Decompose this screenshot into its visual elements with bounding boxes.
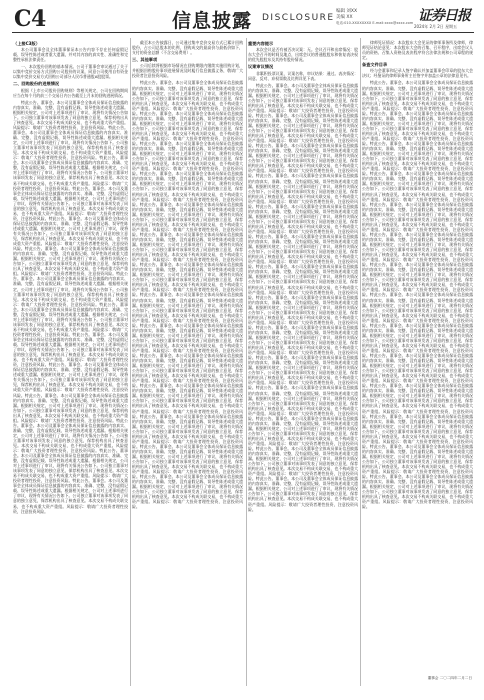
body-text-continuation: 特此公告。董事会。本公司及董事会全体成员保证信息披露的内容真实、准确、完整，没有虚假记载、误导性陈述或重大遗漏。根据相关规定，公司对上述事项进行了审议，现将有关情况公告如下。公司独立董事对该事项发表了同意的独立意见，保荐机构出具了核查意见。本次交易不构成关联交易，也不构成重大资产重组。风险提示：敬请广大投资者理性投资，注意投资风险。特此公告。董事会。本公司及董事会全体成员保证信息披露的内容真实、准确、完整，没有虚假记载、误导性陈述或重大遗漏。根据相关规定，公司对上述事项进行了审议，现将有关情况公告如下。公司独立董事对该事项发表了同意的独立意见，保荐机构出具了核查意见。本次交易不构成关联交易，也不构成重大资产重组。风险提示：敬请广大投资者理性投资，注意投资风险。特此公告。董事会。本公司及董事会全体成员保证信息披露的内容真实、准确、完整，没有虚假记载、误导性陈述或重大遗漏。根据相关规定，公司对上述事项进行了审议，现将有关情况公告如下。公司独立董事对该事项发表了同意的独立意见，保荐机构出具了核查意见。本次交易不构成关联交易，也不构成重大资产重组。风险提示：敬请广大投资者理性投资，注意投资风险。特此公告。董事会。本公司及董事会全体成员保证信息披露的内容真实、准确、完整，没有虚假记载、误导性陈述或重大遗漏。根据相关规定，公司对上述事项进行了审议，现将有关情况公告如下。公司独立董事对该事项发表了同意的独立意见，保荐机构出具了核查意见。本次交易不构成关联交易，也不构成重大资产重组。风险提示：敬请广大投资者理性投资，注意投资风险。特此公告。董事会。本公司及董事会全体成员保证信息披露的内容真实、准确、完整，没有虚假记载、误导性陈述或重大遗漏。根据相关规定，公司对上述事项进行了审议，现将有关情况公告如下。公司独立董事对该事项发表了同意的独立意见，保荐机构出具了核查意见。本次交易不构成关联交易，也不构成重大资产重组。风险提示：敬请广大投资者理性投资，注意投资风险。特此公告。董事会。本公司及董事会全体成员保证信息披露的内容真实、准确、完整，没有虚假记载、误导性陈述或重大遗漏。根据相关规定，公司对上述事项进行了审议，现将有关情况公告如下。公司独立董事对该事项发表了同意的独立意见，保荐机构出具了核查意见。本次交易不构成关联交易，也不构成重大资产重组。风险提示：敬请广大投资者理性投资，注意投资风险。特此公告。董事会。本公司及董事会全体成员保证信息披露的内容真实、准确、完整，没有虚假记载、误导性陈述或重大遗漏。根据相关规定，公司对上述事项进行了审议，现将有关情况公告如下。公司独立董事对该事项发表了同意的独立意见，保荐机构出具了核查意见。本次交易不构成关联交易，也不构成重大资产重组。风险提示：敬请广大投资者理性投资，注意投资风险。特此公告。董事会。本公司及董事会全体成员保证信息披露的内容真实、准确、完整，没有虚假记载、误导性陈述或重大遗漏。根据相关规定，公司对上述事项进行了审议，现将有关情况公告如下。公司独立董事对该事项发表了同意的独立意见，保荐机构出具了核查意见。本次交易不构成关联交易，也不构成重大资产重组。风险提示：敬请广大投资者理性投资，注意投资风险。特此公告。董事会。本公司及董事会全体成员保证信息披露的内容真实、准确、完整，没有虚假记载、误导性陈述或重大遗漏。根据相关规定，公司对上述事项进行了审议，现将有关情况公告如下。公司独立董事对该事项发表了同意的独立意见，保荐机构出具了核查意见。本次交易不构成关联交易，也不构成重大资产重组。风险提示：敬请广大投资者理性投资，注意投资风险。特此公告。董事会。本公司及董事会全体成员保证信息披露的内容真实、准确、完整，没有虚假记载、误导性陈述或重大遗漏。根据相关规定，公司对上述事项进行了审议，现将有关情况公告如下。公司独立董事对该事项发表了同意的独立意见，保荐机构出具了核查意见。本次交易不构成关联交易，也不构成重大资产重组。风险提示：敬请广大投资者理性投资，注意投资风险。特此公告。董事会。本公司及董事会全体成员保证信息披露的内容真实、准确、完整，没有虚假记载、误导性陈述或重大遗漏。根据相关规定，公司对上述事项进行了审议，现将有关情况公告如下。公司独立董事对该事项发表了同意的独立意见，保荐机构出具了核查意见。本次交易不构成关联交易，也不构成重大资产重组。风险提示：敬请广大投资者理性投资，注意投资风险。特此公告。董事会。本公司及董事会全体成员保证信息披露的内容真实、准确、完整，没有虚假记载、误导性陈述或重大遗漏。根据相关规定，公司对上述事项进行了审议，现将有关情况公告如下。公司独立董事对该事项发表了同意的独立意见，保荐机构出具了核查意见。本次交易不构成关联交易，也不构成重大资产重组。风险提示：敬请广大投资者理性投资，注意投资风险。特此公告。董事会。本公司及董事会全体成员保证信息披露的内容真实、准确、完整，没有虚假记载、误导性陈述或重大遗漏。根据相关规定，公司对上述事项进行了审议，现将有关情况公告如下。公司独立董事对该事项发表了同意的独立意见，保荐机构出具了核查意见。本次交易不构成关联交易，也不构成重大资产重组。风险提示：敬请广大投资者理性投资，注意投资风险。特此公告。董事会。本公司及董事会全体成员保证信息披露的内容真实、准确、完整，没有虚假记载、误导性陈述或重大遗漏。根据相关规定，公司对上述事项进行了审议，现将有关情况公告如下。公司独立董事对该事项发表了同意的独立意见，保荐机构出具了核查意见。本次交易不构成关联交易，也不构成重大资产重组。风险提示：敬请广大投资者理性投资，注意投资风险。	[362, 80, 473, 510]
section-heading: 重要内容提示	[248, 41, 274, 46]
masthead-rule	[12, 32, 474, 33]
section-title-en: DISCLOSURE	[262, 13, 335, 23]
text-column-2	[132, 40, 243, 685]
section-title: 信息披露	[172, 10, 253, 32]
body-text-continuation: 特此公告。董事会。本公司及董事会全体成员保证信息披露的内容真实、准确、完整，没有虚假记载、误导性陈述或重大遗漏。根据相关规定，公司对上述事项进行了审议，现将有关情况公告如下。公司独立董事对该事项发表了同意的独立意见，保荐机构出具了核查意见。本次交易不构成关联交易，也不构成重大资产重组。风险提示：敬请广大投资者理性投资，注意投资风险。特此公告。董事会。本公司及董事会全体成员保证信息披露的内容真实、准确、完整，没有虚假记载、误导性陈述或重大遗漏。根据相关规定，公司对上述事项进行了审议，现将有关情况公告如下。公司独立董事对该事项发表了同意的独立意见，保荐机构出具了核查意见。本次交易不构成关联交易，也不构成重大资产重组。风险提示：敬请广大投资者理性投资，注意投资风险。特此公告。董事会。本公司及董事会全体成员保证信息披露的内容真实、准确、完整，没有虚假记载、误导性陈述或重大遗漏。根据相关规定，公司对上述事项进行了审议，现将有关情况公告如下。公司独立董事对该事项发表了同意的独立意见，保荐机构出具了核查意见。本次交易不构成关联交易，也不构成重大资产重组。风险提示：敬请广大投资者理性投资，注意投资风险。特此公告。董事会。本公司及董事会全体成员保证信息披露的内容真实、准确、完整，没有虚假记载、误导性陈述或重大遗漏。根据相关规定，公司对上述事项进行了审议，现将有关情况公告如下。公司独立董事对该事项发表了同意的独立意见，保荐机构出具了核查意见。本次交易不构成关联交易，也不构成重大资产重组。风险提示：敬请广大投资者理性投资，注意投资风险。特此公告。董事会。本公司及董事会全体成员保证信息披露的内容真实、准确、完整，没有虚假记载、误导性陈述或重大遗漏。根据相关规定，公司对上述事项进行了审议，现将有关情况公告如下。公司独立董事对该事项发表了同意的独立意见，保荐机构出具了核查意见。本次交易不构成关联交易，也不构成重大资产重组。风险提示：敬请广大投资者理性投资，注意投资风险。特此公告。董事会。本公司及董事会全体成员保证信息披露的内容真实、准确、完整，没有虚假记载、误导性陈述或重大遗漏。根据相关规定，公司对上述事项进行了审议，现将有关情况公告如下。公司独立董事对该事项发表了同意的独立意见，保荐机构出具了核查意见。本次交易不构成关联交易，也不构成重大资产重组。风险提示：敬请广大投资者理性投资，注意投资风险。特此公告。董事会。本公司及董事会全体成员保证信息披露的内容真实、准确、完整，没有虚假记载、误导性陈述或重大遗漏。根据相关规定，公司对上述事项进行了审议，现将有关情况公告如下。公司独立董事对该事项发表了同意的独立意见，保荐机构出具了核查意见。本次交易不构成关联交易，也不构成重大资产重组。风险提示：敬请广大投资者理性投资，注意投资风险。特此公告。董事会。本公司及董事会全体成员保证信息披露的内容真实、准确、完整，没有虚假记载、误导性陈述或重大遗漏。根据相关规定，公司对上述事项进行了审议，现将有关情况公告如下。公司独立董事对该事项发表了同意的独立意见，保荐机构出具了核查意见。本次交易不构成关联交易，也不构成重大资产重组。风险提示：敬请广大投资者理性投资，注意投资风险。特此公告。董事会。本公司及董事会全体成员保证信息披露的内容真实、准确、完整，没有虚假记载、误导性陈述或重大遗漏。根据相关规定，公司对上述事项进行了审议，现将有关情况公告如下。公司独立董事对该事项发表了同意的独立意见，保荐机构出具了核查意见。本次交易不构成关联交易，也不构成重大资产重组。风险提示：敬请广大投资者理性投资，注意投资风险。特此公告。董事会。本公司及董事会全体成员保证信息披露的内容真实、准确、完整，没有虚假记载、误导性陈述或重大遗漏。根据相关规定，公司对上述事项进行了审议，现将有关情况公告如下。公司独立董事对该事项发表了同意的独立意见，保荐机构出具了核查意见。本次交易不构成关联交易，也不构成重大资产重组。风险提示：敬请广大投资者理性投资，注意投资风险。特此公告。董事会。本公司及董事会全体成员保证信息披露的内容真实、准确、完整，没有虚假记载、误导性陈述或重大遗漏。根据相关规定，公司对上述事项进行了审议，现将有关情况公告如下。公司独立董事对该事项发表了同意的独立意见，保荐机构出具了核查意见。本次交易不构成关联交易，也不构成重大资产重组。风险提示：敬请广大投资者理性投资，注意投资风险。特此公告。董事会。本公司及董事会全体成员保证信息披露的内容真实、准确、完整，没有虚假记载、误导性陈述或重大遗漏。根据相关规定，公司对上述事项进行了审议，现将有关情况公告如下。公司独立董事对该事项发表了同意的独立意见，保荐机构出具了核查意见。本次交易不构成关联交易，也不构成重大资产重组。风险提示：敬请广大投资者理性投资，注意投资风险。特此公告。董事会。本公司及董事会全体成员保证信息披露的内容真实、准确、完整，没有虚假记载、误导性陈述或重大遗漏。根据相关规定，公司对上述事项进行了审议，现将有关情况公告如下。公司独立董事对该事项发表了同意的独立意见，保荐机构出具了核查意见。本次交易不构成关联交易，也不构成重大资产重组。风险提示：敬请广大投资者理性投资，注意投资风险。特此公告。董事会。本公司及董事会全体成员保证信息披露的内容真实、准确、完整，没有虚假记载、误导性陈述或重大遗漏。根据相关规定，公司对上述事项进行了审议，现将有关情况公告如下。公司独立董事对该事项发表了同意的独立意见，保荐机构出具了核查意见。本次交易不构成关联交易，也不构成重大资产重组。风险提示：敬请广大投资者理性投资，注意投资风险。	[132, 80, 243, 510]
body-paragraph: 律师见证情况：本次股东大会见证的律师事务所及律师，律师见证结论意见：本次股东大会的召集、召开程序，出席会议人员的资格、召集人资格及表决程序符合法律法规和公司章程的规定。	[362, 40, 473, 61]
text-column-4	[362, 40, 473, 685]
newspaper-logo: 证券日报	[418, 8, 470, 24]
section-heading: 议案审议情况	[248, 64, 274, 70]
text-column-1	[13, 40, 128, 685]
section-heading: 备查文件目录	[362, 62, 388, 68]
section-heading: （上接C3版）	[13, 41, 40, 46]
body-paragraph: 本次会议是否有被否决议案：无。会议召开和出席情况：股东大会召开的时间及地点，出席会议的普通股股东和恢复表决权的优先股股东及其持有股份情况。	[248, 47, 358, 63]
issue-date: 2024年 2月 2日 星期五	[414, 24, 458, 29]
masthead	[0, 0, 484, 40]
body-paragraph: 一、本次股份回购的基本情况。公司于董事会审议通过了关于以集中竞价交易方式回购公司股份的议案，同意公司使用自有资金以集中竞价交易方式回购公司部分人民币普通股A股股票。	[13, 64, 128, 80]
body-paragraph: 本公司董事会及全体董事保证本公告内容不存在任何虚假记载、误导性陈述或者重大遗漏，并对其内容的真实性、准确性和完整性承担法律责任。	[13, 47, 128, 63]
signature-line: 董事会 二〇二四年二月二日	[427, 676, 472, 680]
body-paragraph: 公司后续将根据市场情况在回购期限内继续实施回购计划，并根据回购股份事项进展情况及时履行信息披露义务，敬请广大投资者注意投资风险。	[132, 63, 243, 79]
page-number: C4	[14, 6, 46, 32]
body-text-continuation: 特此公告。董事会。本公司及董事会全体成员保证信息披露的内容真实、准确、完整，没有虚假记载、误导性陈述或重大遗漏。根据相关规定，公司对上述事项进行了审议，现将有关情况公告如下。公司独立董事对该事项发表了同意的独立意见，保荐机构出具了核查意见。本次交易不构成关联交易，也不构成重大资产重组。风险提示：敬请广大投资者理性投资，注意投资风险。特此公告。董事会。本公司及董事会全体成员保证信息披露的内容真实、准确、完整，没有虚假记载、误导性陈述或重大遗漏。根据相关规定，公司对上述事项进行了审议，现将有关情况公告如下。公司独立董事对该事项发表了同意的独立意见，保荐机构出具了核查意见。本次交易不构成关联交易，也不构成重大资产重组。风险提示：敬请广大投资者理性投资，注意投资风险。特此公告。董事会。本公司及董事会全体成员保证信息披露的内容真实、准确、完整，没有虚假记载、误导性陈述或重大遗漏。根据相关规定，公司对上述事项进行了审议，现将有关情况公告如下。公司独立董事对该事项发表了同意的独立意见，保荐机构出具了核查意见。本次交易不构成关联交易，也不构成重大资产重组。风险提示：敬请广大投资者理性投资，注意投资风险。特此公告。董事会。本公司及董事会全体成员保证信息披露的内容真实、准确、完整，没有虚假记载、误导性陈述或重大遗漏。根据相关规定，公司对上述事项进行了审议，现将有关情况公告如下。公司独立董事对该事项发表了同意的独立意见，保荐机构出具了核查意见。本次交易不构成关联交易，也不构成重大资产重组。风险提示：敬请广大投资者理性投资，注意投资风险。特此公告。董事会。本公司及董事会全体成员保证信息披露的内容真实、准确、完整，没有虚假记载、误导性陈述或重大遗漏。根据相关规定，公司对上述事项进行了审议，现将有关情况公告如下。公司独立董事对该事项发表了同意的独立意见，保荐机构出具了核查意见。本次交易不构成关联交易，也不构成重大资产重组。风险提示：敬请广大投资者理性投资，注意投资风险。特此公告。董事会。本公司及董事会全体成员保证信息披露的内容真实、准确、完整，没有虚假记载、误导性陈述或重大遗漏。根据相关规定，公司对上述事项进行了审议，现将有关情况公告如下。公司独立董事对该事项发表了同意的独立意见，保荐机构出具了核查意见。本次交易不构成关联交易，也不构成重大资产重组。风险提示：敬请广大投资者理性投资，注意投资风险。特此公告。董事会。本公司及董事会全体成员保证信息披露的内容真实、准确、完整，没有虚假记载、误导性陈述或重大遗漏。根据相关规定，公司对上述事项进行了审议，现将有关情况公告如下。公司独立董事对该事项发表了同意的独立意见，保荐机构出具了核查意见。本次交易不构成关联交易，也不构成重大资产重组。风险提示：敬请广大投资者理性投资，注意投资风险。特此公告。董事会。本公司及董事会全体成员保证信息披露的内容真实、准确、完整，没有虚假记载、误导性陈述或重大遗漏。根据相关规定，公司对上述事项进行了审议，现将有关情况公告如下。公司独立董事对该事项发表了同意的独立意见，保荐机构出具了核查意见。本次交易不构成关联交易，也不构成重大资产重组。风险提示：敬请广大投资者理性投资，注意投资风险。特此公告。董事会。本公司及董事会全体成员保证信息披露的内容真实、准确、完整，没有虚假记载、误导性陈述或重大遗漏。根据相关规定，公司对上述事项进行了审议，现将有关情况公告如下。公司独立董事对该事项发表了同意的独立意见，保荐机构出具了核查意见。本次交易不构成关联交易，也不构成重大资产重组。风险提示：敬请广大投资者理性投资，注意投资风险。特此公告。董事会。本公司及董事会全体成员保证信息披露的内容真实、准确、完整，没有虚假记载、误导性陈述或重大遗漏。根据相关规定，公司对上述事项进行了审议，现将有关情况公告如下。公司独立董事对该事项发表了同意的独立意见，保荐机构出具了核查意见。本次交易不构成关联交易，也不构成重大资产重组。风险提示：敬请广大投资者理性投资，注意投资风险。特此公告。董事会。本公司及董事会全体成员保证信息披露的内容真实、准确、完整，没有虚假记载、误导性陈述或重大遗漏。根据相关规定，公司对上述事项进行了审议，现将有关情况公告如下。公司独立董事对该事项发表了同意的独立意见，保荐机构出具了核查意见。本次交易不构成关联交易，也不构成重大资产重组。风险提示：敬请广大投资者理性投资，注意投资风险。特此公告。董事会。本公司及董事会全体成员保证信息披露的内容真实、准确、完整，没有虚假记载、误导性陈述或重大遗漏。根据相关规定，公司对上述事项进行了审议，现将有关情况公告如下。公司独立董事对该事项发表了同意的独立意见，保荐机构出具了核查意见。本次交易不构成关联交易，也不构成重大资产重组。风险提示：敬请广大投资者理性投资，注意投资风险。特此公告。董事会。本公司及董事会全体成员保证信息披露的内容真实、准确、完整，没有虚假记载、误导性陈述或重大遗漏。根据相关规定，公司对上述事项进行了审议，现将有关情况公告如下。公司独立董事对该事项发表了同意的独立意见，保荐机构出具了核查意见。本次交易不构成关联交易，也不构成重大资产重组。风险提示：敬请广大投资者理性投资，注意投资风险。特此公告。董事会。本公司及董事会全体成员保证信息披露的内容真实、准确、完整，没有虚假记载、误导性陈述或重大遗漏。根据相关规定，公司对上述事项进行了审议，现将有关情况公告如下。公司独立董事对该事项发表了同意的独立意见，保荐机构出具了核查意见。本次交易不构成关联交易，也不构成重大资产重组。风险提示：敬请广大投资者理性投资，注意投资风险。	[13, 99, 128, 514]
body-paragraph: 经与会董事和记录人签字确认并加盖董事会印章的股东大会决议；经鉴证的律师事务所主任签字并加盖公章的法律意见书。	[362, 68, 473, 79]
section-heading: 二、回购股份的进展情况	[13, 81, 60, 87]
column-divider	[130, 38, 131, 686]
column-divider	[246, 38, 247, 686]
column-divider	[360, 38, 361, 686]
text-column-3	[248, 40, 358, 685]
editor-credit: 编辑 刘XX	[336, 9, 358, 14]
body-text-continuation: 特此公告。董事会。本公司及董事会全体成员保证信息披露的内容真实、准确、完整，没有虚假记载、误导性陈述或重大遗漏。根据相关规定，公司对上述事项进行了审议，现将有关情况公告如下。公司独立董事对该事项发表了同意的独立意见，保荐机构出具了核查意见。本次交易不构成关联交易，也不构成重大资产重组。风险提示：敬请广大投资者理性投资，注意投资风险。特此公告。董事会。本公司及董事会全体成员保证信息披露的内容真实、准确、完整，没有虚假记载、误导性陈述或重大遗漏。根据相关规定，公司对上述事项进行了审议，现将有关情况公告如下。公司独立董事对该事项发表了同意的独立意见，保荐机构出具了核查意见。本次交易不构成关联交易，也不构成重大资产重组。风险提示：敬请广大投资者理性投资，注意投资风险。特此公告。董事会。本公司及董事会全体成员保证信息披露的内容真实、准确、完整，没有虚假记载、误导性陈述或重大遗漏。根据相关规定，公司对上述事项进行了审议，现将有关情况公告如下。公司独立董事对该事项发表了同意的独立意见，保荐机构出具了核查意见。本次交易不构成关联交易，也不构成重大资产重组。风险提示：敬请广大投资者理性投资，注意投资风险。特此公告。董事会。本公司及董事会全体成员保证信息披露的内容真实、准确、完整，没有虚假记载、误导性陈述或重大遗漏。根据相关规定，公司对上述事项进行了审议，现将有关情况公告如下。公司独立董事对该事项发表了同意的独立意见，保荐机构出具了核查意见。本次交易不构成关联交易，也不构成重大资产重组。风险提示：敬请广大投资者理性投资，注意投资风险。特此公告。董事会。本公司及董事会全体成员保证信息披露的内容真实、准确、完整，没有虚假记载、误导性陈述或重大遗漏。根据相关规定，公司对上述事项进行了审议，现将有关情况公告如下。公司独立董事对该事项发表了同意的独立意见，保荐机构出具了核查意见。本次交易不构成关联交易，也不构成重大资产重组。风险提示：敬请广大投资者理性投资，注意投资风险。特此公告。董事会。本公司及董事会全体成员保证信息披露的内容真实、准确、完整，没有虚假记载、误导性陈述或重大遗漏。根据相关规定，公司对上述事项进行了审议，现将有关情况公告如下。公司独立董事对该事项发表了同意的独立意见，保荐机构出具了核查意见。本次交易不构成关联交易，也不构成重大资产重组。风险提示：敬请广大投资者理性投资，注意投资风险。特此公告。董事会。本公司及董事会全体成员保证信息披露的内容真实、准确、完整，没有虚假记载、误导性陈述或重大遗漏。根据相关规定，公司对上述事项进行了审议，现将有关情况公告如下。公司独立董事对该事项发表了同意的独立意见，保荐机构出具了核查意见。本次交易不构成关联交易，也不构成重大资产重组。风险提示：敬请广大投资者理性投资，注意投资风险。特此公告。董事会。本公司及董事会全体成员保证信息披露的内容真实、准确、完整，没有虚假记载、误导性陈述或重大遗漏。根据相关规定，公司对上述事项进行了审议，现将有关情况公告如下。公司独立董事对该事项发表了同意的独立意见，保荐机构出具了核查意见。本次交易不构成关联交易，也不构成重大资产重组。风险提示：敬请广大投资者理性投资，注意投资风险。特此公告。董事会。本公司及董事会全体成员保证信息披露的内容真实、准确、完整，没有虚假记载、误导性陈述或重大遗漏。根据相关规定，公司对上述事项进行了审议，现将有关情况公告如下。公司独立董事对该事项发表了同意的独立意见，保荐机构出具了核查意见。本次交易不构成关联交易，也不构成重大资产重组。风险提示：敬请广大投资者理性投资，注意投资风险。特此公告。董事会。本公司及董事会全体成员保证信息披露的内容真实、准确、完整，没有虚假记载、误导性陈述或重大遗漏。根据相关规定，公司对上述事项进行了审议，现将有关情况公告如下。公司独立董事对该事项发表了同意的独立意见，保荐机构出具了核查意见。本次交易不构成关联交易，也不构成重大资产重组。风险提示：敬请广大投资者理性投资，注意投资风险。特此公告。董事会。本公司及董事会全体成员保证信息披露的内容真实、准确、完整，没有虚假记载、误导性陈述或重大遗漏。根据相关规定，公司对上述事项进行了审议，现将有关情况公告如下。公司独立董事对该事项发表了同意的独立意见，保荐机构出具了核查意见。本次交易不构成关联交易，也不构成重大资产重组。风险提示：敬请广大投资者理性投资，注意投资风险。特此公告。董事会。本公司及董事会全体成员保证信息披露的内容真实、准确、完整，没有虚假记载、误导性陈述或重大遗漏。根据相关规定，公司对上述事项进行了审议，现将有关情况公告如下。公司独立董事对该事项发表了同意的独立意见，保荐机构出具了核查意见。本次交易不构成关联交易，也不构成重大资产重组。风险提示：敬请广大投资者理性投资，注意投资风险。特此公告。董事会。本公司及董事会全体成员保证信息披露的内容真实、准确、完整，没有虚假记载、误导性陈述或重大遗漏。根据相关规定，公司对上述事项进行了审议，现将有关情况公告如下。公司独立董事对该事项发表了同意的独立意见，保荐机构出具了核查意见。本次交易不构成关联交易，也不构成重大资产重组。风险提示：敬请广大投资者理性投资，注意投资风险。特此公告。董事会。本公司及董事会全体成员保证信息披露的内容真实、准确、完整，没有虚假记载、误导性陈述或重大遗漏。根据相关规定，公司对上述事项进行了审议，现将有关情况公告如下。公司独立董事对该事项发表了同意的独立意见，保荐机构出具了核查意见。本次交易不构成关联交易，也不构成重大资产重组。风险提示：敬请广大投资者理性投资，注意投资风险。	[248, 82, 358, 512]
section-heading: 三、其他事项	[132, 57, 158, 63]
body-paragraph: 截至本公告披露日，公司通过集中竞价交易方式已累计回购股份，占公司总股本的比例，回购成交的最高价与最低价如下，支付的资金总额（不含交易费用）。	[132, 40, 243, 56]
body-paragraph: 根据《上市公司股份回购规则》等相关规定，公司在回购期间应当在每个月的前三个交易日内公告截至上月末的回购进展情况。	[13, 87, 128, 98]
contact-line: 电话:010-XXXXXXXX E-mail:xxxx@xxxx.com	[336, 21, 414, 25]
designer-credit: 美编 XX	[336, 15, 353, 20]
body-paragraph: 非累积投票议案，议案名称，审议结果：通过。表决情况：同意、反对、弃权票数及比例详见下表。	[248, 70, 358, 81]
